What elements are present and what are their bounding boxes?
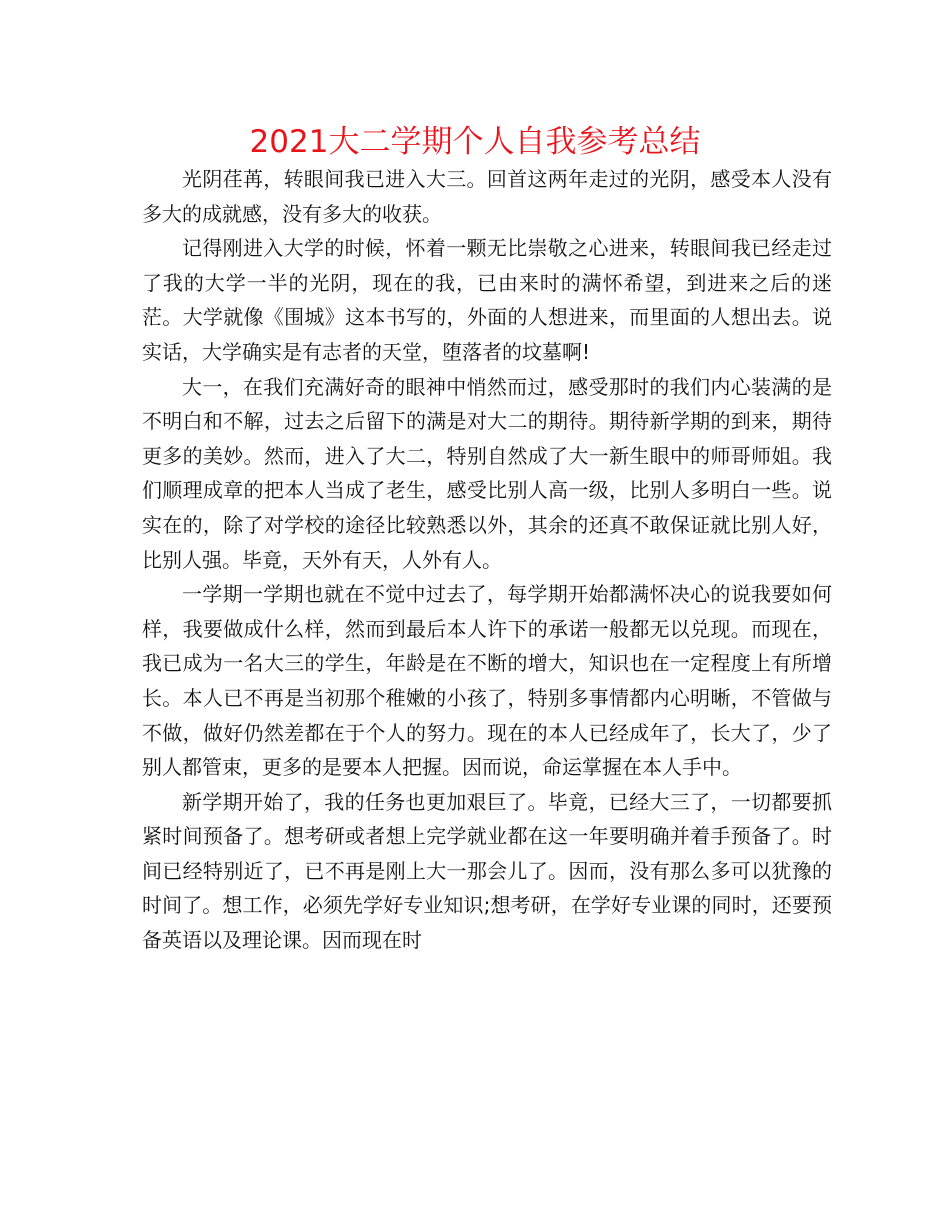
paragraph-5: 新学期开始了，我的任务也更加艰巨了。毕竟，已经大三了，一切都要抓紧时间预备了。想考研或者想上完学就业都在这一年要明确并着手预备了。时间已经特别近了，已不再是刚上大一那会儿了。因而，没有那么多可以犹豫的时间了。想工作，必须先学好专业知识;想考研，在学好专业课的同时，还要预备英语以及理论课。因而现在时	[142, 789, 832, 953]
paragraph-1: 光阴荏苒，转眼间我已进入大三。回首这两年走过的光阴，感受本人没有多大的成就感，没有多大的收获。	[142, 167, 832, 226]
document-title: 2021大二学期个人自我参考总结	[249, 124, 701, 160]
paragraph-4: 一学期一学期也就在不觉中过去了，每学期开始都满怀决心的说我要如何样，我要做成什么样，然而到最后本人许下的承诺一般都无以兑现。而现在，我已成为一名大三的学生，年龄是在不断的增大，知识也在一定程度上有所增长。本人已不再是当初那个稚嫩的小孩了，特别多事情都内心明晰，不管做与不做，做好仍然差都在于个人的努力。现在的本人已经成年了，长大了，少了别人都管束，更多的是要本人把握。因而说，命运掌握在本人手中。	[142, 582, 832, 780]
paragraph-3: 大一，在我们充满好奇的眼神中悄然而过，感受那时的我们内心装满的是不明白和不解，过去之后留下的满是对大二的期待。期待新学期的到来，期待更多的美妙。然而，进入了大二，特别自然成了大一新生眼中的师哥师姐。我们顺理成章的把本人当成了老生，感受比别人高一级，比别人多明白一些。说实在的，除了对学校的途径比较熟悉以外，其余的还真不敢保证就比别人好，比别人强。毕竟，天外有天，人外有人。	[142, 374, 832, 572]
paragraph-2: 记得刚进入大学的时候，怀着一颗无比崇敬之心进来，转眼间我已经走过了我的大学一半的光阴，现在的我，已由来时的满怀希望，到进来之后的迷茫。大学就像《围城》这本书写的，外面的人想进来，而里面的人想出去。说实话，大学确实是有志者的天堂，堕落者的坟墓啊!	[142, 236, 832, 364]
document-body	[142, 162, 832, 958]
